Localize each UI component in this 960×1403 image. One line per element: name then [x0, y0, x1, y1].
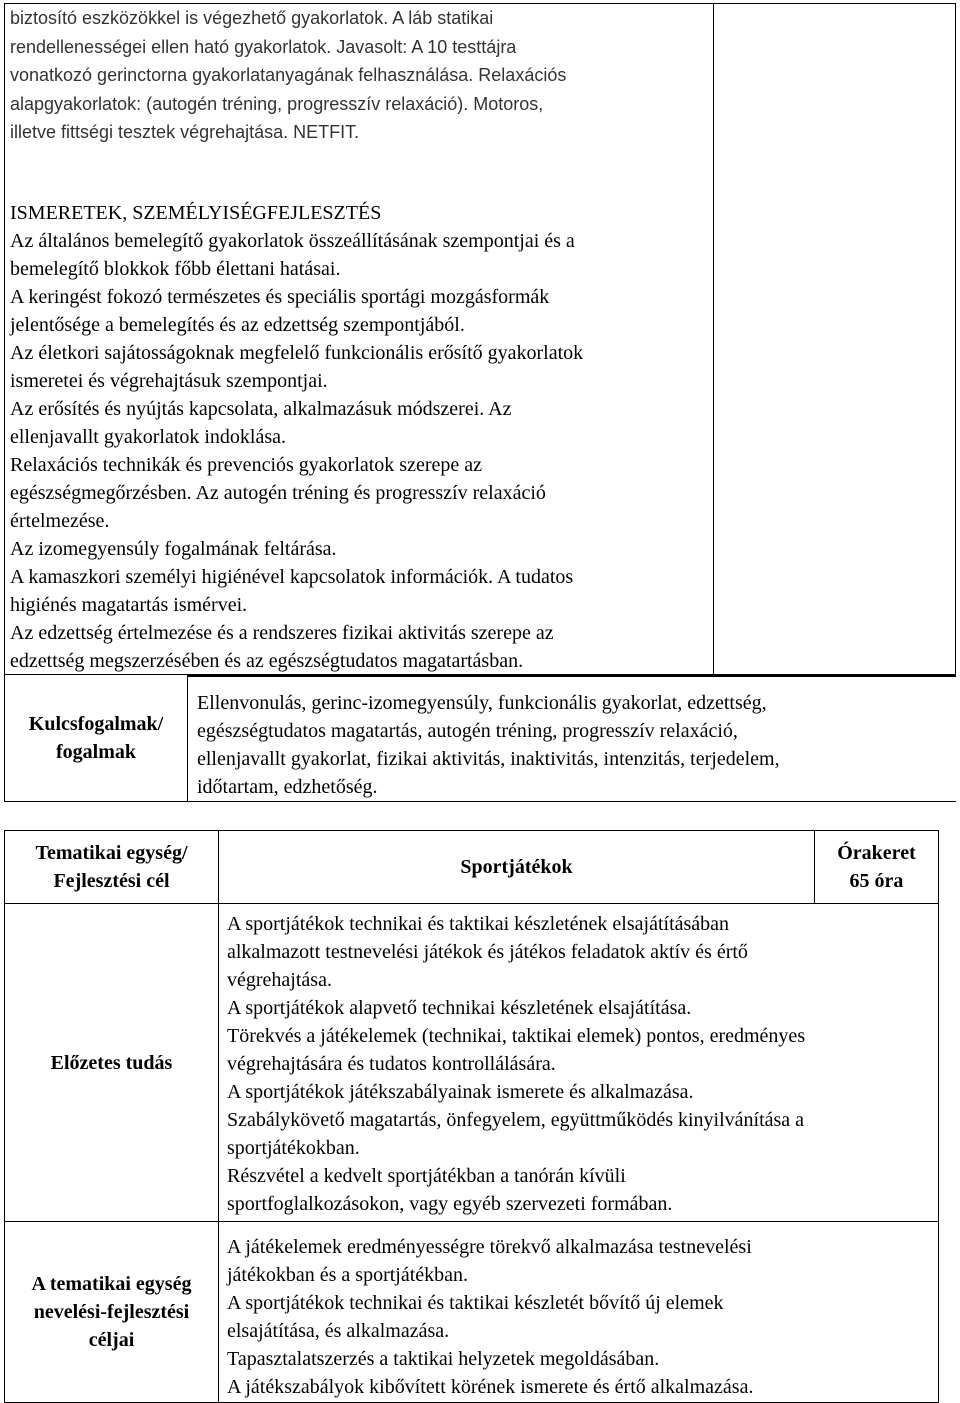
label-line: nevelési-fejlesztési: [33, 1301, 190, 1323]
hours-label: Órakeret: [837, 842, 916, 864]
label-line: Előzetes tudás: [50, 1051, 173, 1074]
text-line: Az általános bemelegítő gyakorlatok összeállításának szempontjai és a: [10, 230, 575, 252]
label-line: Fejlesztési cél: [53, 870, 170, 892]
text-line: A játékelemek eredményességre törekvő alkalmazása testnevelési: [227, 1236, 752, 1258]
text-line: végrehajtására és tudatos kontrollálására.: [227, 1053, 556, 1075]
prior-knowledge-text: [227, 910, 932, 1218]
text-line: Az izomegyensúly fogalmának feltárása.: [10, 538, 337, 560]
theme-label-cell: [4, 830, 219, 904]
label-line: céljai: [88, 1329, 135, 1351]
text-line: alkalmazott testnevelési játékok és játékos feladatok aktív és értő: [227, 941, 748, 963]
text-line: Az erősítés és nyújtás kapcsolata, alkalmazásuk módszerei. Az: [10, 398, 512, 420]
text-line: végrehajtása.: [227, 969, 332, 991]
theme-label: [5, 831, 218, 903]
text-line: bemelegítő blokkok főbb élettani hatásai.: [10, 258, 341, 280]
text-line: elsajátítása, és alkalmazása.: [227, 1320, 450, 1342]
knowledge-heading: ISMERETEK, SZEMÉLYISÉGFEJLESZTÉS: [10, 202, 382, 224]
activities-text: [10, 4, 710, 147]
text-line: rendellenességei ellen ható gyakorlatok. Javasolt: A 10 testtájra: [10, 36, 517, 57]
goals-label: [5, 1222, 218, 1402]
text-line: A keringést fokozó természetes és speciális sportági mozgásformák: [10, 286, 550, 308]
text-line: A sportjátékok alapvető technikai készletének elsajátítása.: [227, 997, 692, 1019]
text-line: sportjátékokban.: [227, 1137, 360, 1159]
text-line: vonatkozó gerinctorna gyakorlatanyagának felhasználása. Relaxációs: [10, 65, 567, 85]
text-line: illetve fittségi tesztek végrehajtása. NETFIT.: [10, 122, 360, 142]
goals-label-cell: [4, 1222, 219, 1403]
goals-text: [227, 1233, 932, 1401]
label-line: fogalmak: [56, 741, 136, 763]
text-line: Törekvés a játékelemek (technikai, taktikai elemek) pontos, eredményes: [227, 1025, 806, 1047]
text-line: időtartam, edzhetőség.: [197, 776, 378, 798]
text-line: Tapasztalatszerzés a taktikai helyzetek megoldásában.: [227, 1348, 660, 1370]
table1-empty-cell: [714, 3, 956, 675]
prior-knowledge-label: [5, 904, 218, 1221]
text-line: A sportjátékok technikai és taktikai készletének elsajátításában: [227, 913, 730, 935]
text-line: higiénés magatartás ismérvei.: [10, 594, 248, 616]
hours-value: 65 óra: [849, 870, 904, 892]
key-concepts-text: [197, 689, 952, 801]
text-line: ismeretei és végrehajtásuk szempontjai.: [10, 370, 328, 392]
text-line: Szabálykövető magatartás, önfegyelem, együttműködés kinyilvánítása a: [227, 1109, 805, 1131]
title-text: Sportjátékok: [460, 856, 573, 878]
label-line: Tematikai egység/: [35, 842, 188, 864]
text-line: egészségtudatos magatartás, autogén tréning, progresszív relaxáció,: [197, 720, 738, 742]
text-line: A sportjátékok játékszabályainak ismerete és alkalmazása.: [227, 1081, 694, 1103]
text-line: sportfoglalkozásokon, vagy egyéb szervezeti formában.: [227, 1193, 673, 1215]
text-line: A sportjátékok technikai és taktikai készletét bővítő új elemek: [227, 1292, 724, 1314]
knowledge-section: [10, 199, 710, 675]
hours-info: [815, 831, 938, 903]
hours-cell: [815, 830, 939, 904]
text-line: ellenjavallt gyakorlat, fizikai aktivitás, inaktivitás, intenzitás, terjedelem,: [197, 748, 780, 770]
label-line: Kulcsfogalmak/: [28, 713, 164, 735]
text-line: Relaxációs technikák és prevenciós gyakorlatok szerepe az: [10, 454, 483, 476]
label-line: A tematikai egység: [31, 1273, 192, 1295]
text-line: Részvétel a kedvelt sportjátékban a tanórán kívüli: [227, 1165, 626, 1187]
text-line: egészségmegőrzésben. Az autogén tréning és progresszív relaxáció: [10, 482, 546, 504]
key-concepts-label: [5, 675, 187, 801]
text-line: Az edzettség értelmezése és a rendszeres fizikai aktivitás szerepe az: [10, 622, 554, 644]
text-line: Ellenvonulás, gerinc-izomegyensúly, funkcionális gyakorlat, edzettség,: [197, 692, 767, 714]
text-line: biztosító eszközökkel is végezhető gyakorlatok. A láb statikai: [10, 8, 494, 28]
theme-title: [219, 831, 814, 903]
text-line: A kamaszkori személyi higiénével kapcsolatok információk. A tudatos: [10, 566, 574, 588]
theme-title-cell: [219, 830, 815, 904]
text-line: edzettség megszerzésében és az egészségtudatos magatartásban.: [10, 650, 524, 672]
key-concepts-label-cell: [4, 675, 188, 802]
text-line: alapgyakorlatok: (autogén tréning, progresszív relaxáció). Motoros,: [10, 93, 544, 114]
text-line: A játékszabályok kibővített körének ismerete és értő alkalmazása.: [227, 1376, 754, 1398]
text-line: értelmezése.: [10, 510, 110, 532]
prior-knowledge-label-cell: [4, 904, 219, 1222]
text-line: Az életkori sajátosságoknak megfelelő funkcionális erősítő gyakorlatok: [10, 342, 584, 364]
text-line: ellenjavallt gyakorlatok indoklása.: [10, 426, 287, 448]
text-line: játékokban és a sportjátékban.: [227, 1264, 469, 1286]
text-line: jelentősége a bemelegítés és az edzettség szempontjából.: [10, 314, 465, 336]
